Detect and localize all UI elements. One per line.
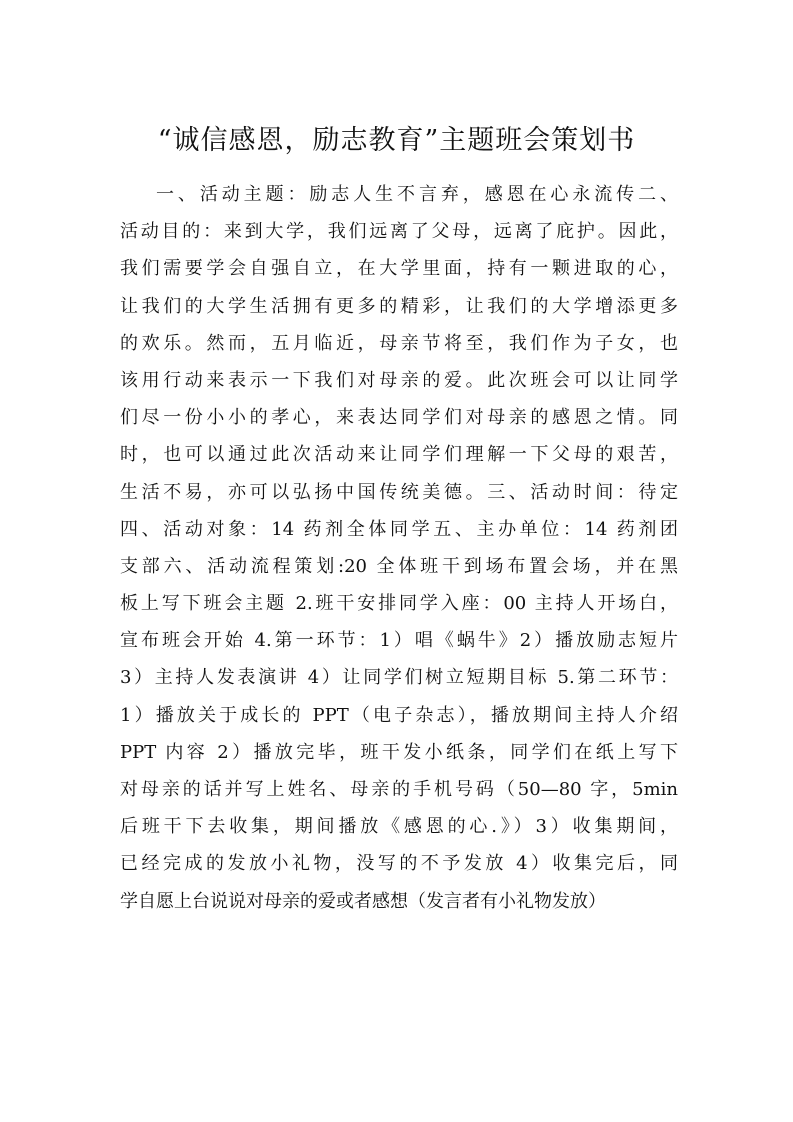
body-line: 板上写下班会主题 2.班干安排同学入座：00 主持人开场白， bbox=[120, 593, 678, 615]
body-line: 3）主持人发表演讲 4）让同学们树立短期目标 5.第二环节： bbox=[120, 667, 678, 689]
body-line: 生活不易，亦可以弘扬中国传统美德。三、活动时间：待定 bbox=[120, 481, 678, 503]
body-line: 们尽一份小小的孝心，来表达同学们对母亲的感恩之情。同 bbox=[120, 407, 678, 429]
body-line: 学自愿上台说说对母亲的爱或者感想（发言者有小礼物发放） bbox=[120, 890, 606, 912]
body-line: 已经完成的发放小礼物，没写的不予发放 4）收集完后，同 bbox=[120, 853, 678, 875]
body-line: 时，也可以通过此次活动来让同学们理解一下父母的艰苦， bbox=[120, 444, 678, 466]
body-line: 1）播放关于成长的 PPT（电子杂志），播放期间主持人介绍 bbox=[120, 704, 678, 726]
body-line: 的欢乐。然而，五月临近，母亲节将至，我们作为子女，也 bbox=[120, 332, 678, 354]
body-line: 四、活动对象：14 药剂全体同学五、主办单位：14 药剂团 bbox=[120, 518, 678, 540]
body-line: PPT 内容 2）播放完毕，班干发小纸条，同学们在纸上写下 bbox=[120, 741, 678, 763]
body-line: 一、活动主题：励志人生不言弃，感恩在心永流传二、 bbox=[156, 184, 678, 205]
body-line: 该用行动来表示一下我们对母亲的爱。此次班会可以让同学 bbox=[120, 369, 678, 391]
body-line: 对母亲的话并写上姓名、母亲的手机号码（50—80 字，5min bbox=[120, 779, 678, 800]
body-line: 我们需要学会自强自立，在大学里面，持有一颗进取的心， bbox=[120, 258, 678, 280]
body-line: 宣布班会开始 4.第一环节：1）唱《蜗牛》2）播放励志短片 bbox=[120, 630, 678, 652]
document-title: “诚信感恩，励志教育”主题班会策划书 bbox=[157, 125, 636, 156]
body-line: 让我们的大学生活拥有更多的精彩，让我们的大学增添更多 bbox=[120, 295, 678, 317]
body-line: 后班干下去收集，期间播放《感恩的心.》）3）收集期间， bbox=[120, 816, 678, 838]
body-line: 活动目的：来到大学，我们远离了父母，远离了庇护。因此， bbox=[120, 221, 678, 243]
body-line: 支部六、活动流程策划:20 全体班干到场布置会场，并在黑 bbox=[120, 555, 678, 577]
document-body bbox=[120, 176, 678, 920]
